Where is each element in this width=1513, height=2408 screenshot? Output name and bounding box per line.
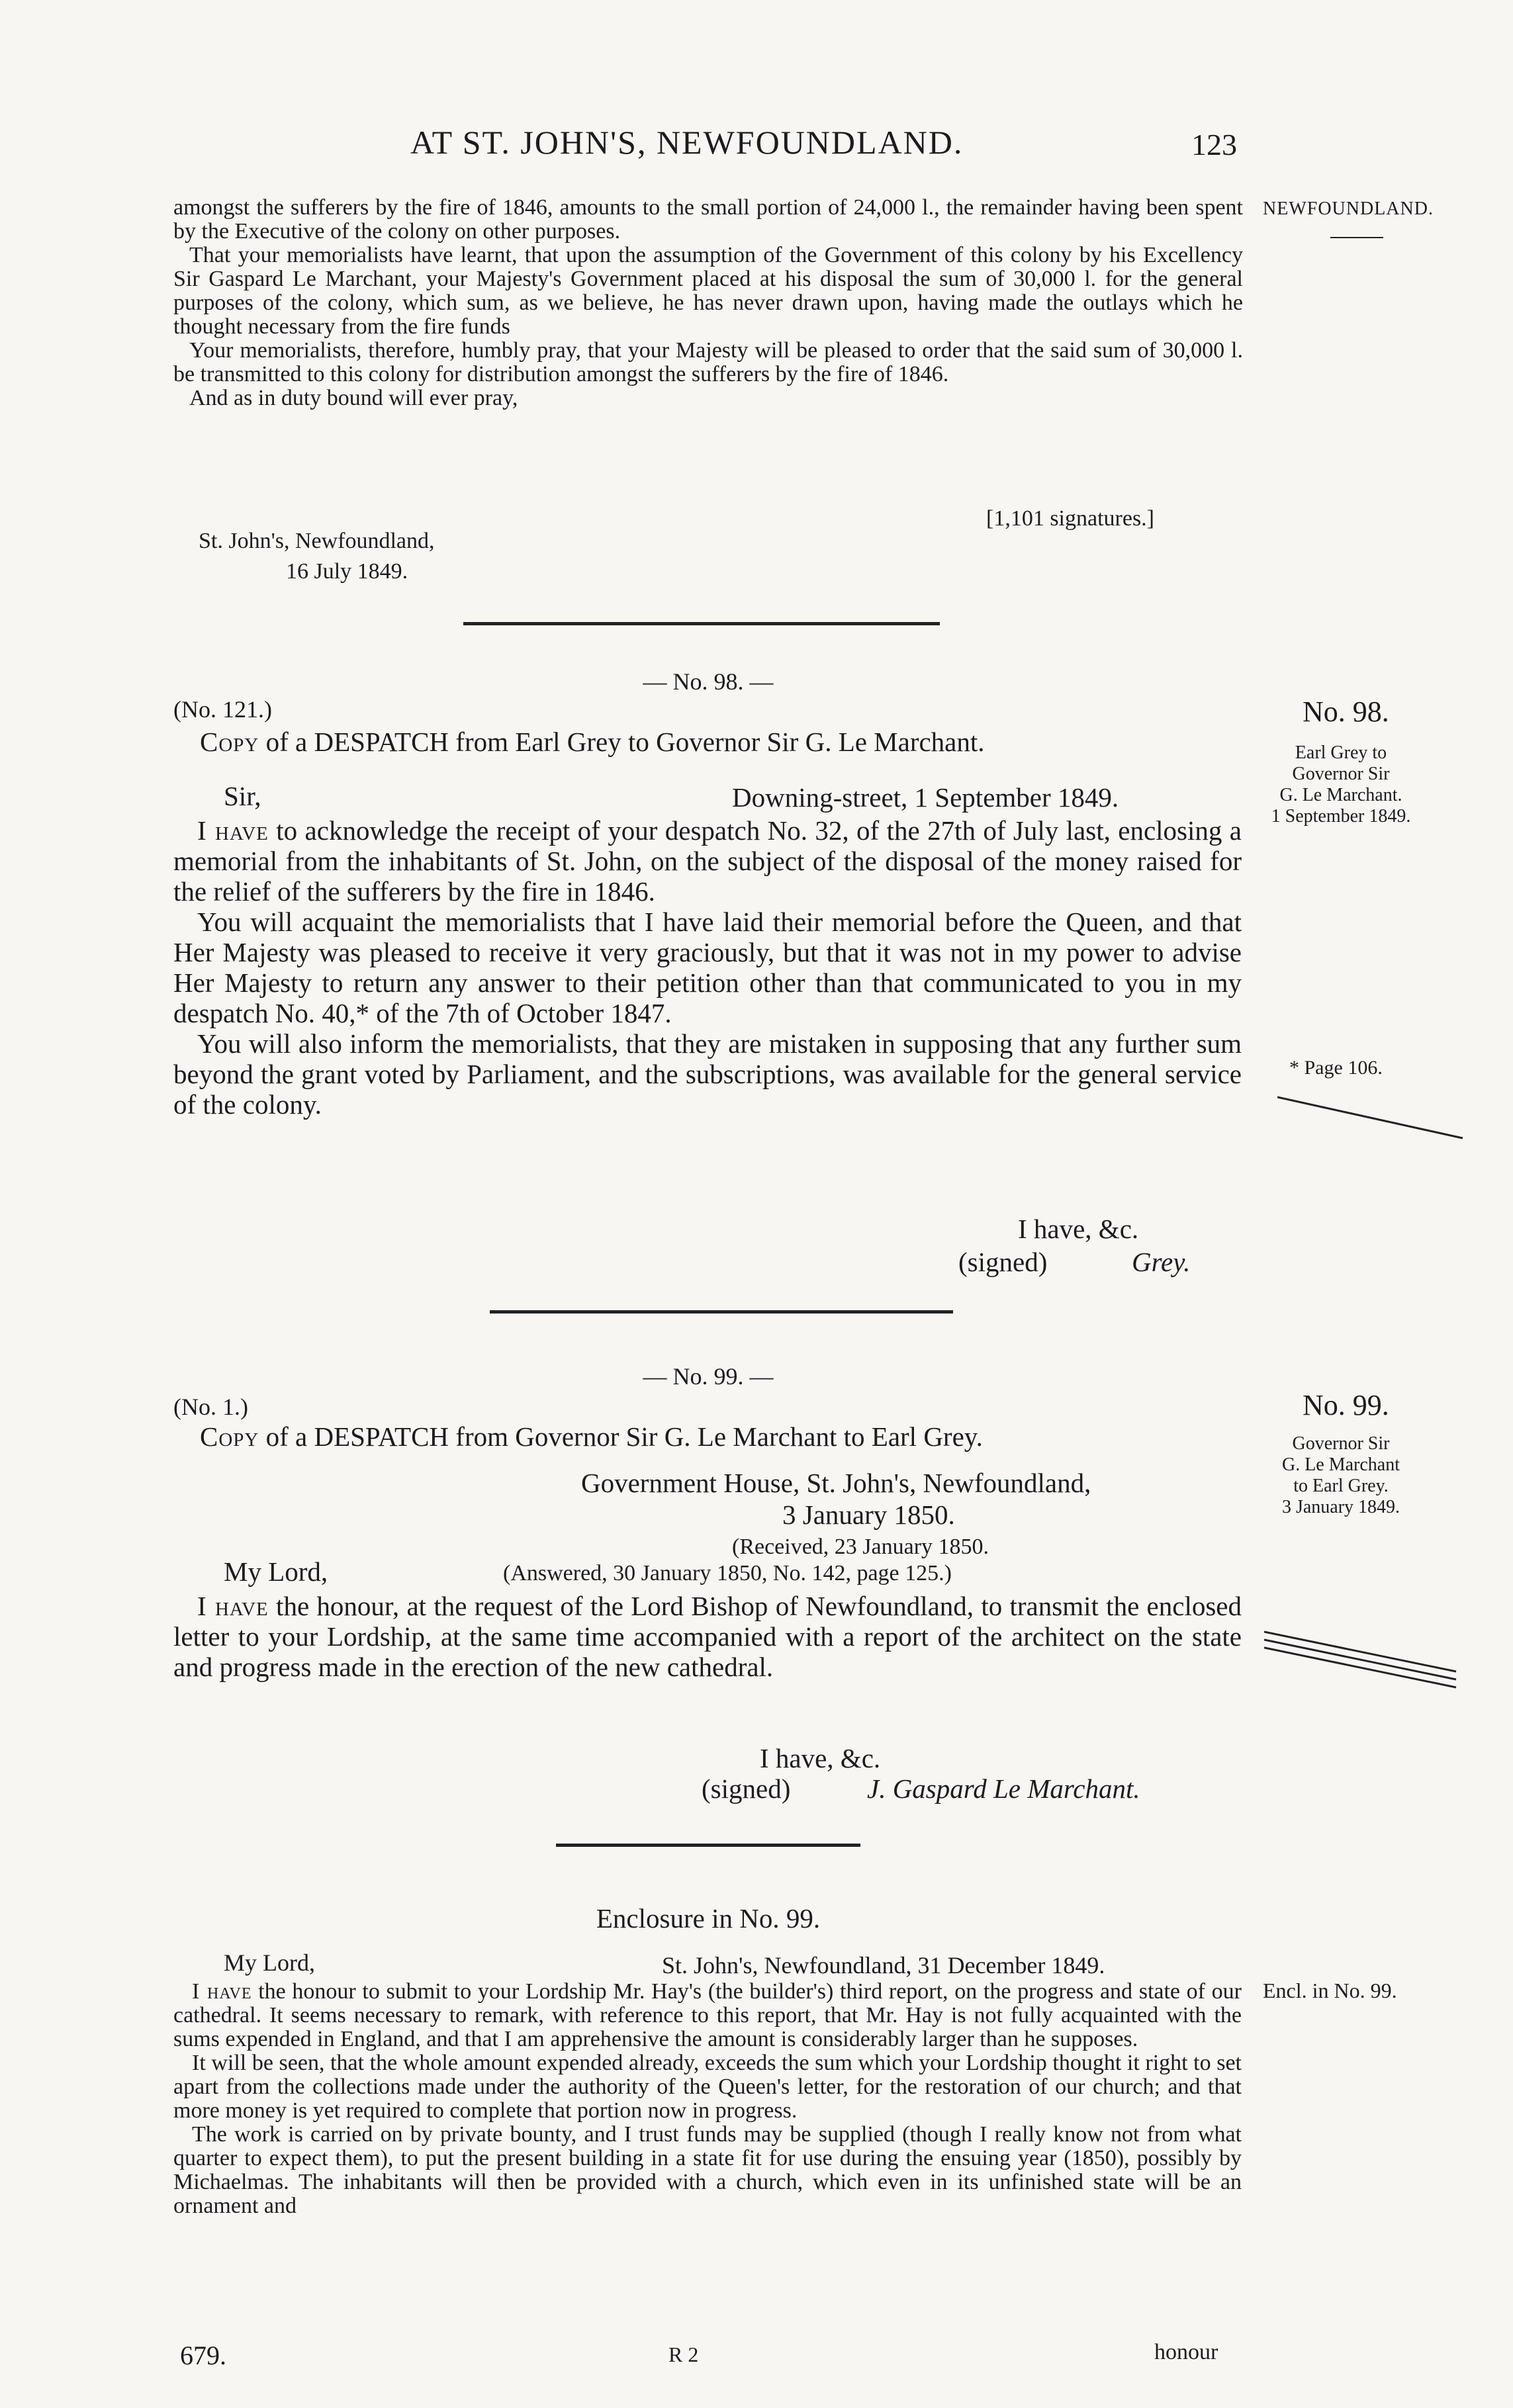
enclosure-para-3: The work is carried on by private bounty, and I trust funds may be supplied (though I really know not from what quarter to expect them), to put the present building in a state fit for use during the ensuing year (1850), possibly by Michaelmas. The inhabitants will then be provided with a church, which even in its unfinished state will be an ornament and: [173, 2122, 1242, 2218]
despatch-99-salutation: My Lord,: [224, 1556, 328, 1587]
memorial-date: 16 July 1849.: [286, 559, 408, 584]
despatch-99-title: [200, 1421, 983, 1452]
memorial-text: [173, 196, 1243, 410]
para-text: the honour to submit to your Lordship Mr. Hay's (the builder's) third report, on the progress and state of our cathedral. It seems necessary to remark, with reference to this report, that Mr. Hay is not fully acquainted with the sums expended in England, and that I am apprehensive the amount is considerably larger than he supposes.: [173, 1979, 1242, 2051]
margin-desc-98-line: Earl Grey to: [1295, 742, 1387, 763]
running-header: AT ST. JOHN'S, NEWFOUNDLAND.: [410, 124, 964, 161]
para-text: to acknowledge the receipt of your despatch No. 32, of the 27th of July last, enclosing a memorial from the inhabitants of St. John, on the subject of the disposal of the money raised for the relief of the sufferers by the fire in 1846.: [173, 815, 1242, 907]
despatch-99-para-1: [173, 1591, 1242, 1682]
enclosure-para-1: [173, 1980, 1242, 2051]
footer-signature-mark: R 2: [668, 2342, 699, 2366]
enclosure-para-2: It will be seen, that the whole amount expended already, exceeds the sum which your Lordship thought it right to set apart from the collections made under the authority of the Queen's letter, for the restoration of our church; and that more money is yet required to complete that portion now in progress.: [173, 2051, 1242, 2123]
page-number: 123: [1191, 128, 1237, 161]
margin-desc-98: [1261, 742, 1420, 827]
despatch-98-ref: (No. 121.): [173, 696, 272, 723]
lead-words: I have: [197, 1591, 269, 1621]
margin-desc-99-line: 3 January 1849.: [1281, 1497, 1400, 1517]
copy-word: Copy: [200, 1421, 259, 1452]
despatch-98-heading: — No. 98. —: [643, 668, 774, 695]
margin-desc-98-line: G. Le Marchant.: [1279, 785, 1402, 805]
footer-catchword: honour: [1154, 2340, 1218, 2364]
margin-desc-98-line: 1 September 1849.: [1271, 806, 1411, 826]
margin-desc-99: [1261, 1433, 1420, 1518]
despatch-99-signed: (signed): [702, 1773, 791, 1804]
para-text: the honour, at the request of the Lord Bishop of Newfoundland, to transmit the enclosed letter to your Lordship, at the same time accompanied with a report of the architect on the state and progress made in the erection of the new cathedral.: [173, 1591, 1242, 1682]
memorial-para-2: That your memorialists have learnt, that upon the assumption of the Government of this colony by his Excellency Sir Gaspard Le Marchant, your Majesty's Government placed at his disposal the sum of 30,000 l. for the general purposes of the colony, which sum, as we believe, he has never drawn upon, having made the outlays which he thought necessary from the fire funds: [173, 243, 1243, 339]
memorial-para-4: And as in duty bound will ever pray,: [189, 386, 518, 410]
despatch-99-signer: J. Gaspard Le Marchant.: [867, 1773, 1140, 1804]
enclosure-body: [173, 1980, 1242, 2218]
margin-label-enclosure: Encl. in No. 99.: [1263, 1979, 1397, 2002]
despatch-98-title-text: of a DESPATCH from Earl Grey to Governor Sir G. Le Marchant.: [265, 727, 985, 757]
despatch-99-closing: I have, &c.: [760, 1743, 881, 1773]
margin-stroke: [1264, 1628, 1463, 1694]
despatch-98-signed: (signed): [958, 1247, 1048, 1277]
despatch-99-address-2: 3 January 1850.: [782, 1499, 955, 1530]
margin-desc-99-line: Governor Sir: [1292, 1433, 1390, 1454]
margin-no-99: No. 99.: [1303, 1389, 1389, 1421]
despatch-99-title-text: of a DESPATCH from Governor Sir G. Le Marchant to Earl Grey.: [265, 1421, 983, 1452]
despatch-98-para-2: You will acquaint the memorialists that I have laid their memorial before the Queen, and that Her Majesty was pleased to receive it very graciously, but that it was not in my power to advise Her Majesty to return any answer to their petition other than that communicated to you in my despatch No. 40,* of the 7th of October 1847.: [173, 907, 1242, 1028]
footnote-page-ref: * Page 106.: [1289, 1057, 1383, 1079]
despatch-99-received: (Received, 23 January 1850.: [732, 1535, 989, 1559]
despatch-99-heading: — No. 99. —: [643, 1363, 774, 1390]
margin-no-98: No. 98.: [1303, 695, 1389, 728]
footer-page-code: 679.: [180, 2341, 226, 2370]
despatch-99-answered: (Answered, 30 January 1850, No. 142, page 125.): [503, 1561, 952, 1585]
margin-stroke: [1277, 1092, 1469, 1145]
despatch-98-para-1: [173, 815, 1242, 907]
memorial-para-1: amongst the sufferers by the fire of 1846, amounts to the small portion of 24,000 l., the remainder having been spent by the Executive of the colony on other purposes.: [173, 195, 1243, 244]
despatch-98-salutation: Sir,: [224, 781, 261, 811]
section-divider: [490, 1310, 953, 1314]
section-divider: [463, 622, 940, 625]
enclosure-address: St. John's, Newfoundland, 31 December 1849.: [662, 1952, 1105, 1979]
margin-desc-99-line: G. Le Marchant: [1281, 1454, 1400, 1475]
despatch-98-closing: I have, &c.: [1018, 1214, 1139, 1244]
enclosure-salutation: My Lord,: [224, 1949, 315, 1976]
despatch-98-title: [200, 727, 985, 757]
memorial-place: St. John's, Newfoundland,: [199, 529, 435, 553]
lead-words: I have: [192, 1979, 252, 2004]
signatures-count: [1,101 signatures.]: [986, 506, 1155, 531]
margin-short-rule: [1330, 237, 1383, 238]
section-divider: [556, 1844, 860, 1847]
margin-desc-99-line: to Earl Grey.: [1293, 1476, 1389, 1496]
despatch-98-para-3: You will also inform the memorialists, that they are mistaken in supposing that any further sum beyond the grant voted by Parliament, and the subscriptions, was available for the general service of the colony.: [173, 1028, 1242, 1120]
margin-desc-98-line: Governor Sir: [1292, 764, 1390, 784]
despatch-98-address: Downing-street, 1 September 1849.: [732, 782, 1119, 813]
despatch-99-address-1: Government House, St. John's, Newfoundland,: [581, 1468, 1091, 1498]
copy-word: Copy: [200, 727, 259, 757]
despatch-99-body: [173, 1591, 1242, 1682]
despatch-99-ref: (No. 1.): [173, 1394, 248, 1420]
enclosure-heading: Enclosure in No. 99.: [596, 1903, 821, 1934]
despatch-98-signer: Grey.: [1132, 1247, 1191, 1277]
despatch-98-body: [173, 815, 1242, 1120]
margin-label-newfoundland: NEWFOUNDLAND.: [1263, 199, 1434, 219]
memorial-para-3: Your memorialists, therefore, humbly pray, that your Majesty will be pleased to order that the said sum of 30,000 l. be transmitted to this colony for distribution amongst the sufferers by the fire of 1846.: [173, 338, 1243, 386]
lead-words: I have: [197, 815, 269, 846]
